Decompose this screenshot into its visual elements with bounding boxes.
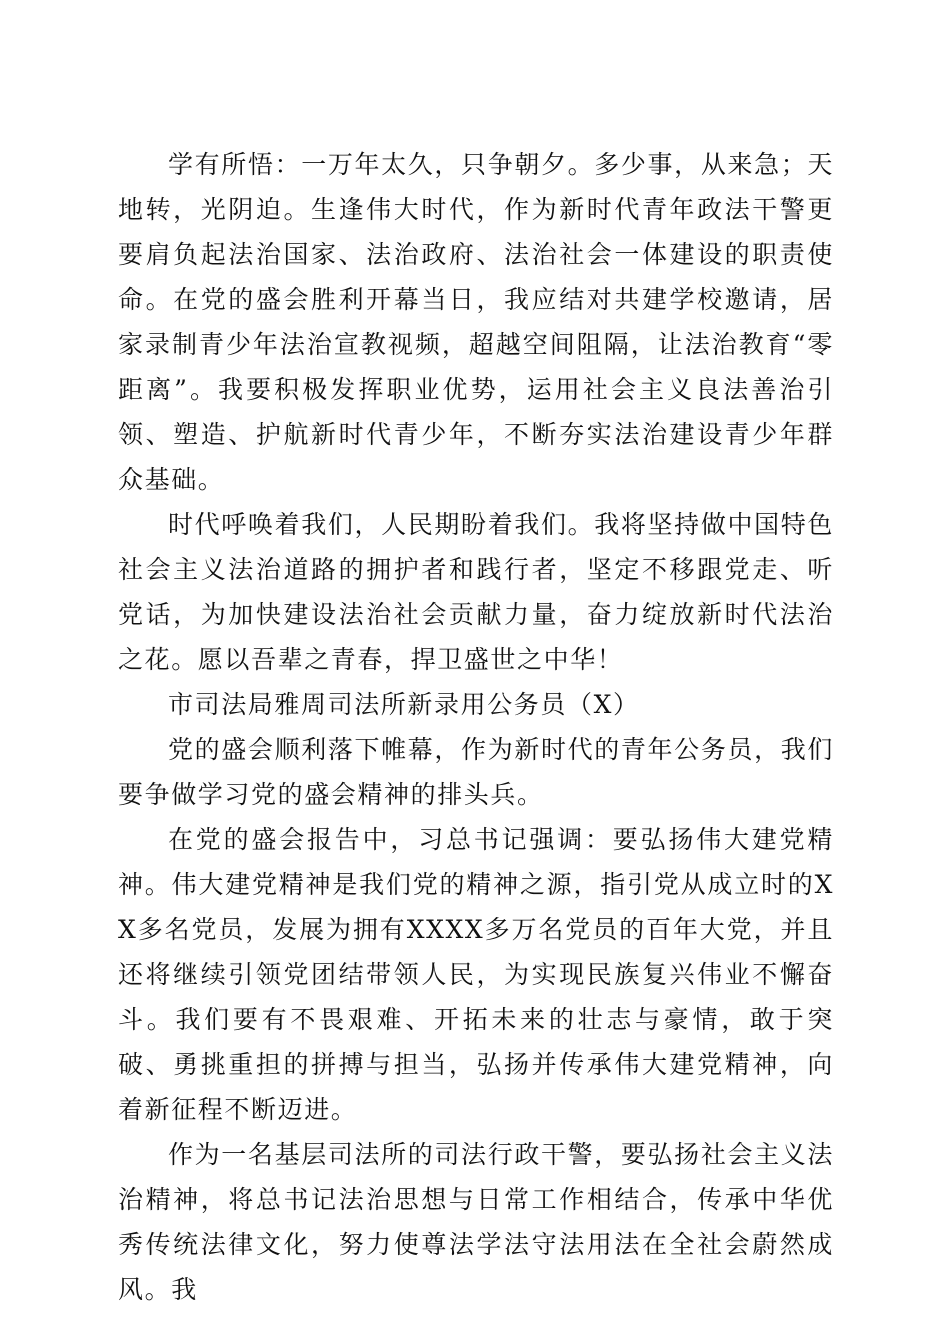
paragraph-congress-close: 党的盛会顺利落下帷幕，作为新时代的青年公务员，我们要争做学习党的盛会精神的排头兵。	[118, 735, 834, 809]
document-body	[118, 142, 834, 1312]
author-attribution: 市司法局雅周司法所新录用公务员（X）	[168, 690, 640, 719]
paragraph-reflection: 学有所悟：一万年太久，只争朝夕。多少事，从来急；天地转，光阴迫。生逢伟大时代，作为新时代青年政法干警更要肩负起法治国家、法治政府、法治社会一体建设的职责使命。在党的盛会胜利开幕当日，我应结对共建学校邀请，居家录制青少年法治宣教视频，超越空间阻隔，让法治教育“零距离”。我要积极发挥职业优势，运用社会主义良法善治引领、塑造、护航新时代青少年，不断夯实法治建设青少年群众基础。	[118, 150, 834, 494]
paragraph-era-call: 时代呼唤着我们，人民期盼着我们。我将坚持做中国特色社会主义法治道路的拥护者和践行者，坚定不移跟党走、听党话，为加快建设法治社会贡献力量，奋力绽放新时代法治之花。愿以吾辈之青春，捍卫盛世之中华！	[118, 510, 834, 674]
paragraph-judicial-duty: 作为一名基层司法所的司法行政干警，要弘扬社会主义法治精神，将总书记法治思想与日常工作相结合，传承中华优秀传统法律文化，努力使尊法学法守法用法在全社会蔚然成风。我	[118, 1140, 834, 1304]
paragraph-party-spirit: 在党的盛会报告中，习总书记强调：要弘扬伟大建党精神。伟大建党精神是我们党的精神之源，指引党从成立时的XX多名党员，发展为拥有XXXX多万名党员的百年大党，并且还将继续引领党团结带领人民，为实现民族复兴伟业不懈奋斗。我们要有不畏艰难、开拓未来的壮志与豪情，敢于突破、勇挑重担的拼搏与担当，弘扬并传承伟大建党精神，向着新征程不断迈进。	[118, 825, 834, 1124]
